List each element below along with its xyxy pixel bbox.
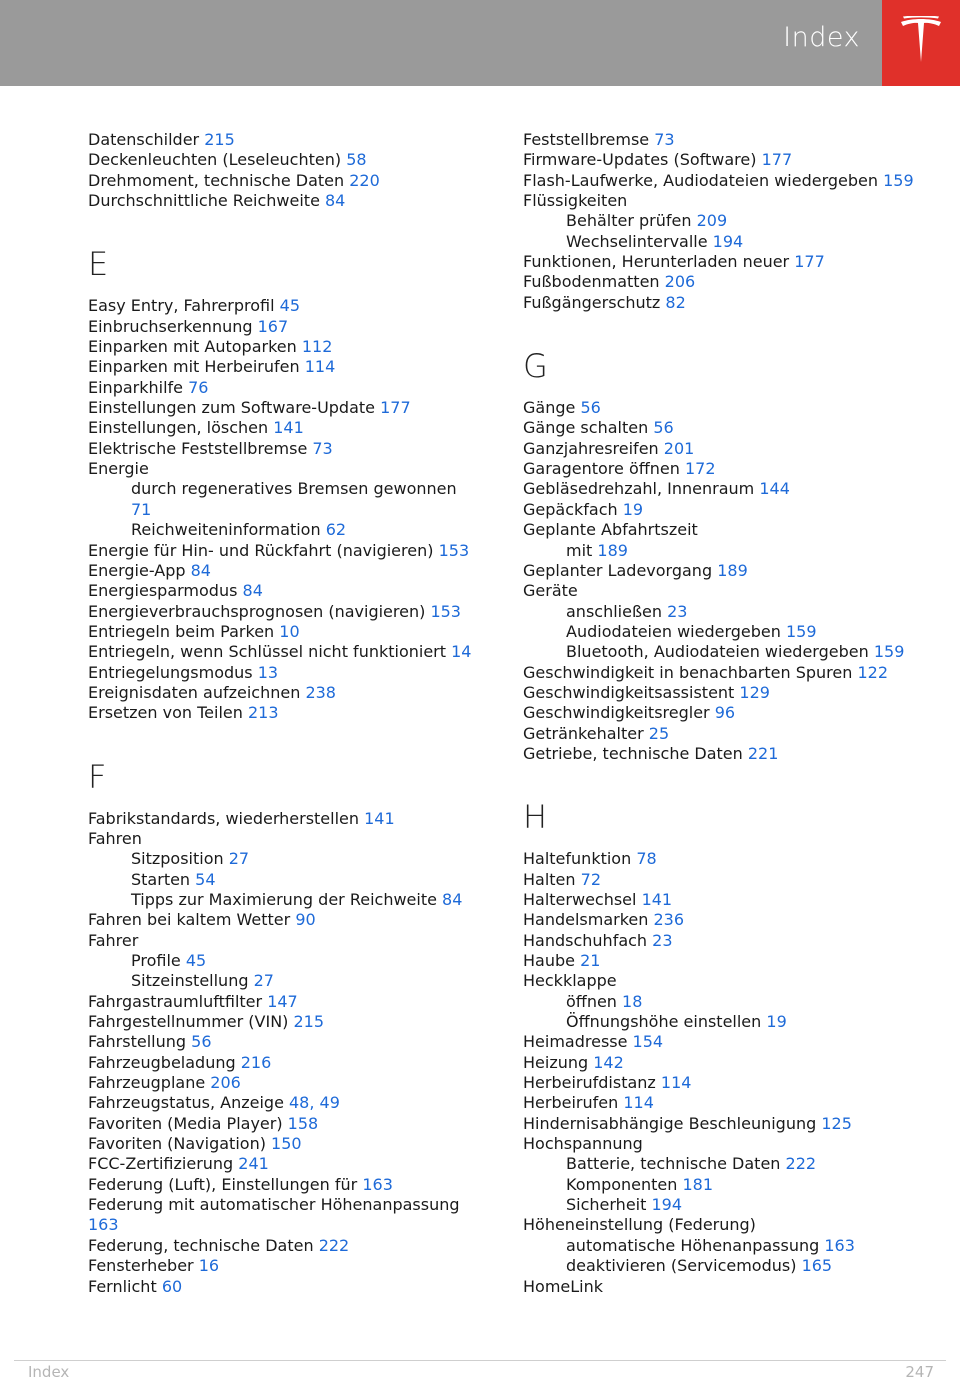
page-reference-link[interactable]: 163 bbox=[362, 1174, 393, 1194]
index-entry bbox=[88, 1154, 478, 1174]
page-reference-link[interactable]: 215 bbox=[204, 130, 235, 149]
index-term: Geplante Abfahrtszeit bbox=[523, 520, 698, 540]
index-term: Herbeirufen bbox=[523, 1093, 619, 1113]
index-entry bbox=[523, 130, 918, 150]
page-reference-link[interactable]: 201 bbox=[663, 438, 695, 458]
index-entry bbox=[88, 1053, 478, 1073]
index-term: Energie-App bbox=[88, 560, 186, 580]
index-term: Energieverbrauchsprognosen (navigieren) bbox=[88, 601, 426, 621]
index-term: Handelsmarken bbox=[523, 910, 649, 930]
page-reference-link[interactable]: 216 bbox=[240, 1052, 272, 1072]
index-entry bbox=[88, 337, 478, 357]
index-entry bbox=[523, 293, 918, 313]
page-reference-link[interactable]: 159 bbox=[873, 642, 905, 662]
index-term: Tipps zur Maximierung der Reichweite bbox=[131, 889, 437, 909]
index-entry bbox=[523, 500, 918, 520]
index-term: anschließen bbox=[566, 601, 663, 621]
index-term: Geschwindigkeitsregler bbox=[523, 703, 710, 723]
index-term: Federung mit automatischer Höhenanpassung bbox=[88, 1195, 460, 1215]
index-entry bbox=[88, 992, 478, 1012]
page-reference-link[interactable]: 96 bbox=[714, 703, 736, 723]
page-reference-link[interactable]: 222 bbox=[318, 1235, 350, 1255]
page-reference-link[interactable]: 215 bbox=[293, 1012, 325, 1032]
index-entry bbox=[523, 191, 918, 211]
page-reference-link[interactable]: 82 bbox=[665, 292, 686, 312]
page-reference-link[interactable]: 163 bbox=[824, 1235, 855, 1255]
page-reference-link[interactable]: 141 bbox=[364, 808, 395, 828]
index-term: automatische Höhenanpassung bbox=[566, 1235, 820, 1255]
index-entry bbox=[523, 703, 918, 723]
index-entry bbox=[523, 951, 918, 971]
page-reference-link[interactable]: 84 bbox=[442, 889, 463, 909]
index-letter-heading: F bbox=[88, 757, 107, 796]
page-header bbox=[0, 0, 960, 86]
page-reference-link[interactable]: 90 bbox=[295, 910, 316, 930]
page-reference-link[interactable]: 45 bbox=[279, 296, 301, 316]
index-term: Sicherheit bbox=[566, 1195, 647, 1215]
index-term: Flüssigkeiten bbox=[523, 191, 628, 211]
index-entry bbox=[88, 1073, 478, 1093]
index-term: mit bbox=[566, 540, 593, 560]
index-term: Einstellungen, löschen bbox=[88, 418, 269, 438]
index-term: deaktivieren (Servicemodus) bbox=[566, 1256, 797, 1276]
page-reference-link[interactable]: 114 bbox=[623, 1093, 654, 1113]
index-term: Einparken mit Herbeirufen bbox=[88, 357, 300, 377]
index-term: Öffnungshöhe einstellen bbox=[566, 1012, 762, 1032]
index-term: Deckenleuchten (Leseleuchten) bbox=[88, 150, 342, 170]
index-entry bbox=[523, 520, 918, 540]
header-title: Index bbox=[783, 22, 860, 53]
page-reference-link[interactable]: 21 bbox=[580, 951, 601, 970]
page-reference-link[interactable]: 58 bbox=[346, 150, 367, 170]
index-entry bbox=[523, 1215, 918, 1235]
page-reference-link[interactable]: 56 bbox=[580, 398, 601, 418]
index-entry bbox=[523, 1073, 918, 1093]
index-term: Garagentore öffnen bbox=[523, 459, 680, 479]
index-term: Fahrzeugstatus, Anzeige bbox=[88, 1093, 284, 1113]
index-term: Firmware-Updates (Software) bbox=[523, 150, 757, 170]
index-entry bbox=[88, 581, 478, 601]
index-term: Fahrer bbox=[88, 930, 139, 950]
page-reference-link[interactable]: 209 bbox=[696, 211, 728, 231]
footer-divider bbox=[14, 1360, 946, 1361]
page-reference-link[interactable]: 25 bbox=[648, 723, 670, 743]
page-reference-link[interactable]: 78 bbox=[636, 849, 657, 869]
page-reference-link[interactable]: 236 bbox=[653, 910, 685, 930]
page-reference-link[interactable]: 241 bbox=[238, 1154, 269, 1174]
index-entry bbox=[88, 663, 478, 683]
index-entry bbox=[88, 439, 478, 459]
page-reference-link[interactable]: 72 bbox=[580, 869, 601, 889]
page-reference-link[interactable]: 13 bbox=[257, 662, 279, 682]
index-term: Einparken mit Autoparken bbox=[88, 337, 297, 357]
index-entry bbox=[523, 1093, 918, 1113]
index-term: FCC-Zertifizierung bbox=[88, 1154, 234, 1174]
page-reference-link[interactable]: 220 bbox=[349, 170, 380, 190]
page-reference-link[interactable]: 206 bbox=[664, 272, 696, 292]
index-term: Federung, technische Daten bbox=[88, 1235, 314, 1255]
index-entry bbox=[523, 272, 918, 292]
page-reference-link[interactable]: 14 bbox=[451, 642, 472, 662]
index-term: Gänge bbox=[523, 398, 576, 418]
page-reference-link[interactable]: 238 bbox=[305, 682, 336, 702]
page-reference-link[interactable]: 159 bbox=[785, 621, 817, 641]
index-term: Geräte bbox=[523, 581, 578, 601]
logo-box bbox=[882, 0, 960, 86]
index-term: Fahrgestellnummer (VIN) bbox=[88, 1012, 289, 1032]
index-entry bbox=[88, 1134, 478, 1154]
index-entry bbox=[523, 581, 918, 601]
index-term: Funktionen, Herunterladen neuer bbox=[523, 252, 790, 272]
index-term: Flash-Laufwerke, Audiodateien wiedergeben bbox=[523, 170, 879, 190]
index-entry bbox=[523, 931, 918, 951]
index-entry bbox=[88, 296, 478, 316]
index-entry bbox=[523, 398, 918, 418]
index-entry bbox=[88, 1032, 478, 1052]
index-subentry bbox=[523, 232, 918, 252]
page-reference-link[interactable]: 45 bbox=[185, 951, 207, 970]
index-entry bbox=[88, 1277, 478, 1297]
index-term: Fensterheber bbox=[88, 1256, 194, 1276]
index-term: Starten bbox=[131, 869, 191, 889]
index-subentry bbox=[523, 622, 918, 642]
index-entry bbox=[88, 1195, 478, 1236]
index-subentry bbox=[523, 1236, 918, 1256]
index-letter-heading: G bbox=[523, 347, 548, 386]
index-entry bbox=[88, 541, 478, 561]
index-term: Fahrzeugbeladung bbox=[88, 1052, 236, 1072]
index-entry bbox=[88, 809, 478, 829]
index-term: Ersetzen von Teilen bbox=[88, 703, 243, 723]
page-reference-link[interactable]: 142 bbox=[593, 1052, 624, 1072]
index-term: Feststellbremse bbox=[523, 130, 650, 149]
page-reference-link[interactable]: 27 bbox=[253, 971, 274, 991]
page-reference-link[interactable]: 84 bbox=[190, 560, 211, 580]
page-reference-link[interactable]: 177 bbox=[794, 252, 825, 272]
page-reference-link[interactable]: 159 bbox=[883, 170, 914, 190]
index-term: Haube bbox=[523, 951, 575, 970]
index-term: Ganzjahresreifen bbox=[523, 438, 659, 458]
index-subentry bbox=[88, 971, 478, 991]
index-term: durch regeneratives Bremsen gewonnen bbox=[131, 479, 457, 499]
index-term: Getränkehalter bbox=[523, 723, 644, 743]
index-term: Halterwechsel bbox=[523, 889, 637, 909]
index-subentry bbox=[523, 1175, 918, 1195]
index-term: Fußgängerschutz bbox=[523, 292, 661, 312]
index-entry bbox=[88, 1114, 478, 1134]
page-reference-link[interactable]: 177 bbox=[380, 398, 411, 418]
index-term: Einparkhilfe bbox=[88, 377, 184, 397]
index-entry bbox=[88, 829, 478, 849]
index-term: Getriebe, technische Daten bbox=[523, 743, 743, 763]
index-entry bbox=[523, 744, 918, 764]
index-entry bbox=[88, 191, 478, 211]
page-reference-link[interactable]: 177 bbox=[761, 150, 793, 170]
index-term: Komponenten bbox=[566, 1174, 678, 1194]
index-term: Energie bbox=[88, 459, 149, 479]
page-reference-link[interactable]: 18 bbox=[622, 991, 643, 1011]
index-entry bbox=[88, 1012, 478, 1032]
index-term: Bluetooth, Audiodateien wiedergeben bbox=[566, 642, 869, 662]
page-reference-link[interactable]: 189 bbox=[597, 540, 628, 560]
index-term: Gebläsedrehzahl, Innenraum bbox=[523, 479, 755, 499]
index-entry bbox=[88, 622, 478, 642]
index-subentry bbox=[88, 520, 478, 540]
page-reference-link[interactable]: 172 bbox=[684, 459, 716, 479]
index-entry bbox=[523, 1114, 918, 1134]
page-reference-link[interactable]: 153 bbox=[438, 540, 470, 560]
page-reference-link[interactable]: 147 bbox=[267, 991, 298, 1011]
page-reference-link[interactable]: 167 bbox=[257, 316, 289, 336]
index-entry bbox=[88, 317, 478, 337]
index-subentry bbox=[523, 211, 918, 231]
index-entry bbox=[88, 910, 478, 930]
index-entry bbox=[88, 150, 478, 170]
index-subentry bbox=[523, 602, 918, 622]
index-subentry bbox=[88, 479, 478, 520]
index-entry bbox=[88, 171, 478, 191]
index-column-left bbox=[88, 130, 478, 1297]
index-term: Höheneinstellung (Federung) bbox=[523, 1215, 756, 1235]
page-reference-link[interactable]: 56 bbox=[653, 418, 674, 438]
index-subentry bbox=[88, 870, 478, 890]
index-term: Entriegeln beim Parken bbox=[88, 621, 275, 641]
index-entry bbox=[523, 890, 918, 910]
index-term: Fahren bbox=[88, 828, 142, 848]
page-reference-link[interactable]: 144 bbox=[759, 479, 790, 499]
page-reference-link[interactable]: 141 bbox=[641, 889, 673, 909]
index-term: Fahren bei kaltem Wetter bbox=[88, 910, 291, 930]
index-entry bbox=[88, 378, 478, 398]
page-reference-link[interactable]: 76 bbox=[188, 377, 209, 397]
index-term: Federung (Luft), Einstellungen für bbox=[88, 1174, 358, 1194]
index-term: Reichweiteninformation bbox=[131, 520, 321, 540]
page-reference-link[interactable]: 163 bbox=[88, 1215, 119, 1235]
index-subentry bbox=[523, 642, 918, 662]
index-subentry bbox=[523, 1195, 918, 1215]
index-subentry bbox=[88, 890, 478, 910]
page-reference-link[interactable]: 10 bbox=[279, 621, 300, 641]
index-term: Audiodateien wiedergeben bbox=[566, 621, 781, 641]
index-term: Geplanter Ladevorgang bbox=[523, 560, 713, 580]
index-entry bbox=[523, 252, 918, 272]
footer-section: Index bbox=[28, 1363, 70, 1381]
index-term: Fahrzeugplane bbox=[88, 1073, 206, 1093]
index-term: Drehmoment, technische Daten bbox=[88, 170, 345, 190]
page-reference-link[interactable]: 154 bbox=[632, 1032, 664, 1052]
index-term: HomeLink bbox=[523, 1276, 604, 1296]
page-reference-link[interactable]: 71 bbox=[131, 499, 152, 519]
page-reference-link[interactable]: 125 bbox=[821, 1113, 852, 1133]
index-subentry bbox=[523, 1012, 918, 1032]
index-entry bbox=[523, 479, 918, 499]
index-term: Halten bbox=[523, 869, 576, 889]
index-entry bbox=[523, 150, 918, 170]
index-entry bbox=[523, 663, 918, 683]
page-reference-link[interactable]: 165 bbox=[801, 1256, 833, 1276]
index-term: Favoriten (Media Player) bbox=[88, 1113, 283, 1133]
page-reference-link[interactable]: 114 bbox=[660, 1073, 692, 1093]
page-reference-link[interactable]: 206 bbox=[210, 1073, 241, 1093]
page-reference-link[interactable]: 23 bbox=[652, 930, 673, 950]
page-reference-link[interactable]: 114 bbox=[304, 357, 336, 377]
index-entry bbox=[523, 459, 918, 479]
index-subentry bbox=[523, 541, 918, 561]
index-term: Sitzeinstellung bbox=[131, 971, 249, 991]
index-entry bbox=[523, 910, 918, 930]
page-reference-link[interactable]: 189 bbox=[717, 560, 748, 580]
index-entry bbox=[88, 1256, 478, 1276]
index-entry bbox=[523, 1277, 918, 1297]
tesla-logo-icon bbox=[898, 16, 944, 70]
index-term: Geschwindigkeit in benachbarten Spuren bbox=[523, 662, 853, 682]
page-reference-link[interactable]: 112 bbox=[301, 337, 333, 357]
index-entry bbox=[523, 849, 918, 869]
index-term: Energiesparmodus bbox=[88, 581, 238, 601]
index-entry bbox=[523, 171, 918, 191]
index-term: Profile bbox=[131, 951, 181, 970]
page-reference-link[interactable]: 122 bbox=[857, 662, 889, 682]
index-term: Hochspannung bbox=[523, 1134, 643, 1154]
footer-page-number: 247 bbox=[905, 1363, 934, 1381]
index-entry bbox=[523, 971, 918, 991]
index-term: Elektrische Feststellbremse bbox=[88, 438, 308, 458]
index-entry bbox=[88, 561, 478, 581]
page-reference-link[interactable]: 84 bbox=[325, 191, 346, 211]
index-letter-heading: E bbox=[88, 245, 109, 284]
index-entry bbox=[88, 357, 478, 377]
page-reference-link[interactable]: 60 bbox=[161, 1276, 183, 1296]
index-entry bbox=[523, 418, 918, 438]
page-reference-link[interactable]: 73 bbox=[312, 438, 333, 458]
index-entry bbox=[523, 561, 918, 581]
index-subentry bbox=[88, 849, 478, 869]
index-entry bbox=[88, 1236, 478, 1256]
index-term: Batterie, technische Daten bbox=[566, 1154, 781, 1174]
index-subentry bbox=[523, 1256, 918, 1276]
page-reference-link[interactable]: 23 bbox=[667, 601, 688, 621]
page-reference-link[interactable]: 16 bbox=[198, 1256, 220, 1276]
index-term: Datenschilder bbox=[88, 130, 200, 149]
page-reference-link[interactable]: 222 bbox=[785, 1154, 817, 1174]
index-entry bbox=[88, 683, 478, 703]
index-entry bbox=[523, 1053, 918, 1073]
index-term: Heizung bbox=[523, 1052, 589, 1072]
index-entry bbox=[88, 602, 478, 622]
page-reference-link[interactable]: 150 bbox=[271, 1134, 302, 1154]
page-reference-link[interactable]: 153 bbox=[430, 601, 461, 621]
index-term: Einbruchserkennung bbox=[88, 316, 253, 336]
index-entry bbox=[88, 418, 478, 438]
page-reference-link[interactable]: 129 bbox=[739, 682, 770, 702]
index-term: Heckklappe bbox=[523, 971, 617, 991]
index-subentry bbox=[523, 992, 918, 1012]
index-column-right bbox=[523, 130, 918, 1297]
page-reference-link[interactable]: 84 bbox=[242, 581, 263, 601]
index-entry bbox=[523, 1134, 918, 1154]
index-term: Behälter prüfen bbox=[566, 211, 692, 231]
index-term: Entriegelungsmodus bbox=[88, 662, 253, 682]
index-entry bbox=[88, 642, 478, 662]
index-entry bbox=[523, 683, 918, 703]
index-term: Hindernisabhängige Beschleunigung bbox=[523, 1113, 817, 1133]
page-reference-link[interactable]: 141 bbox=[273, 418, 304, 438]
index-term: Fahrgastraumluftfilter bbox=[88, 991, 263, 1011]
index-term: Fahrstellung bbox=[88, 1032, 187, 1052]
page-reference-link[interactable]: 62 bbox=[325, 520, 347, 540]
page-reference-link[interactable]: 221 bbox=[747, 743, 779, 763]
index-term: Gänge schalten bbox=[523, 418, 649, 438]
index-term: Entriegeln, wenn Schlüssel nicht funktioniert bbox=[88, 642, 447, 662]
index-term: Ereignisdaten aufzeichnen bbox=[88, 682, 301, 702]
index-term: Fernlicht bbox=[88, 1276, 157, 1296]
index-entry bbox=[88, 703, 478, 723]
page-reference-link[interactable]: 54 bbox=[195, 869, 216, 889]
index-term: Heimadresse bbox=[523, 1032, 628, 1052]
index-term: Einstellungen zum Software-Update bbox=[88, 398, 376, 418]
page-reference-link[interactable]: 194 bbox=[651, 1195, 683, 1215]
index-term: Wechselintervalle bbox=[566, 231, 708, 251]
index-subentry bbox=[88, 951, 478, 971]
index-letter-heading: H bbox=[523, 798, 548, 837]
index-entry bbox=[88, 1093, 478, 1113]
index-term: Favoriten (Navigation) bbox=[88, 1134, 266, 1154]
page-reference-link[interactable]: 181 bbox=[682, 1174, 714, 1194]
index-entry bbox=[88, 931, 478, 951]
page-reference-link[interactable]: 27 bbox=[228, 849, 250, 869]
index-term: Gepäckfach bbox=[523, 499, 618, 519]
index-subentry bbox=[523, 1154, 918, 1174]
index-term: Sitzposition bbox=[131, 849, 224, 869]
index-term: Easy Entry, Fahrerprofil bbox=[88, 296, 275, 316]
index-term: Haltefunktion bbox=[523, 849, 632, 869]
page-reference-link[interactable]: 194 bbox=[712, 231, 744, 251]
page-reference-link[interactable]: 56 bbox=[191, 1032, 212, 1052]
index-entry bbox=[88, 398, 478, 418]
index-entry bbox=[523, 870, 918, 890]
index-entry bbox=[88, 1175, 478, 1195]
page-reference-link[interactable]: 19 bbox=[622, 499, 644, 519]
index-entry bbox=[523, 1032, 918, 1052]
index-term: Herbeirufdistanz bbox=[523, 1073, 656, 1093]
page-reference-link[interactable]: 73 bbox=[654, 130, 675, 149]
index-term: Fabrikstandards, wiederherstellen bbox=[88, 808, 360, 828]
index-term: öffnen bbox=[566, 991, 617, 1011]
page-reference-link[interactable]: 19 bbox=[766, 1012, 787, 1032]
page-reference-link[interactable]: 48, 49 bbox=[289, 1093, 340, 1113]
index-entry bbox=[88, 130, 478, 150]
index-term: Handschuhfach bbox=[523, 930, 648, 950]
index-term: Durchschnittliche Reichweite bbox=[88, 191, 320, 211]
index-term: Energie für Hin- und Rückfahrt (navigieren) bbox=[88, 540, 434, 560]
index-entry bbox=[88, 459, 478, 479]
page-reference-link[interactable]: 158 bbox=[287, 1113, 319, 1133]
index-entry bbox=[523, 724, 918, 744]
index-term: Fußbodenmatten bbox=[523, 272, 660, 292]
index-entry bbox=[523, 439, 918, 459]
page-reference-link[interactable]: 213 bbox=[247, 703, 279, 723]
index-term: Geschwindigkeitsassistent bbox=[523, 682, 735, 702]
